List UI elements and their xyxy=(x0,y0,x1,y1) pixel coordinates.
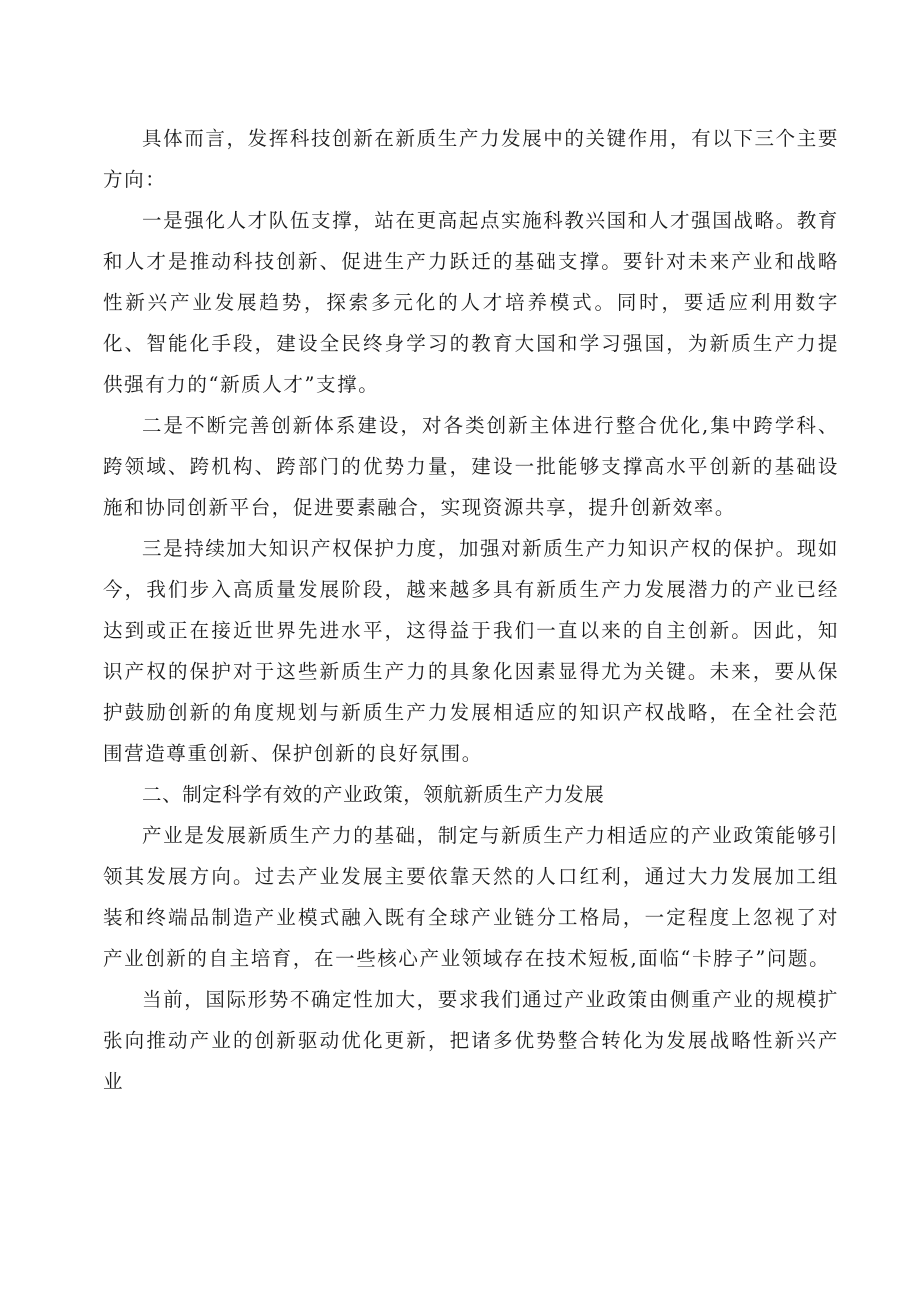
paragraph-industry-basis: 产业是发展新质生产力的基础，制定与新质生产力相适应的产业政策能够引领其发展方向。过去产业发展主要依靠天然的人口红利，通过大力发展加工组装和终端品制造产业模式融入既有全球产业链分工格局，一定程度上忽视了对产业创新的自主培育，在一些核心产业领域存在技术短板,面临“卡脖子”问题。 xyxy=(103,824,839,970)
paragraph-intro: 具体而言，发挥科技创新在新质生产力发展中的关键作用，有以下三个主要方向： xyxy=(103,127,839,191)
paragraph-ip-protection: 三是持续加大知识产权保护力度，加强对新质生产力知识产权的保护。现如今，我们步入高质量发展阶段，越来越多具有新质生产力发展潜力的产业已经达到或正在接近世界先进水平，这得益于我们一直以来的自主创新。因此，知识产权的保护对于这些新质生产力的具象化因素显得尤为关键。未来，要从保护鼓励创新的角度规划与新质生产力发展相适应的知识产权战略，在全社会范围营造尊重创新、保护创新的良好氛围。 xyxy=(103,537,839,765)
paragraph-talent: 一是强化人才队伍支撑，站在更高起点实施科教兴国和人才强国战略。教育和人才是推动科技创新、促进生产力跃迁的基础支撑。要针对未来产业和战略性新兴产业发展趋势，探索多元化的人才培养模式。同时，要适应利用数字化、智能化手段，建设全民终身学习的教育大国和学习强国，为新质生产力提供强有力的“新质人才”支撑。 xyxy=(103,209,839,396)
section-heading: 二、制定科学有效的产业政策，领航新质生产力发展 xyxy=(142,783,605,806)
paragraph-innovation-system: 二是不断完善创新体系建设，对各类创新主体进行整合优化,集中跨学科、跨领域、跨机构、跨部门的优势力量，建设一批能够支撑高水平创新的基础设施和协同创新平台，促进要素融合，实现资源共享，提升创新效率。 xyxy=(103,414,839,519)
paragraph-current-situation: 当前，国际形势不确定性加大，要求我们通过产业政策由侧重产业的规模扩张向推动产业的创新驱动优化更新，把诸多优势整合转化为发展战略性新兴产业 xyxy=(103,988,839,1093)
document-body xyxy=(103,118,839,1102)
